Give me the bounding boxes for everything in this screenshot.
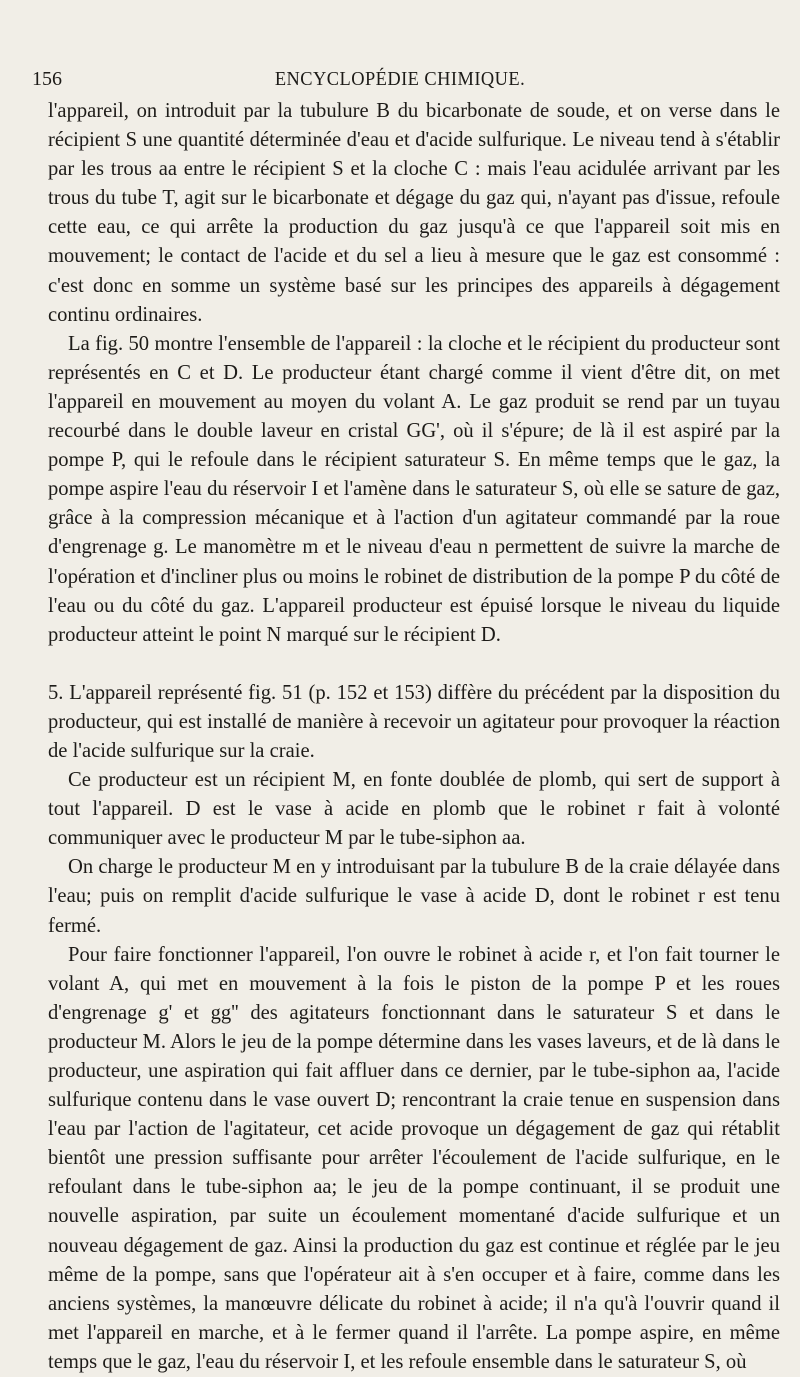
paragraph-fig-50: La fig. 50 montre l'ensemble de l'appareil : la cloche et le récipient du producteur sont représentés en C et D. Le producteur étant chargé comme il vient d'être dit, on met l'appareil en mouvement au moyen du volant A. Le gaz produit se rend par un tuyau recourbé dans le double laveur en cristal GG', où il s'épure; de là il est aspiré par la pompe P, qui le refoule dans le récipient saturateur S. En même temps que le gaz, la pompe aspire l'eau du réservoir I et l'amène dans le saturateur S, où elle se sature de gaz, grâce à la compression mécanique et à l'action d'un agitateur commandé par la roue d'engrenage g. Le manomètre m et le niveau d'eau n permettent de suivre la marche de l'opération et d'incliner plus ou moins le robinet de distribution de la pompe P du côté de l'eau ou du côté du gaz. L'appareil producteur est épuisé lorsque le niveau du liquide producteur atteint le point N marqué sur le récipient D.	[48, 332, 780, 646]
paragraph-continuation: l'appareil, on introduit par la tubulure B du bicarbonate de soude, et on verse dans le récipient S une quantité déterminée d'eau et d'acide sulfurique. Le niveau tend à s'établir par les trous aa entre le récipient S et la cloche C : mais l'eau acidulée arrivant par les trous du tube T, agit sur le bicarbonate et dégage du gaz qui, n'ayant pas d'issue, refoule cette eau, ce qui arrête la production du gaz jusqu'à ce que l'appareil soit mis en mouvement; le contact de l'acide et du sel a lieu à mesure que le gaz est consommé : c'est donc en somme un système basé sur les principes des appareils à dégagement continu ordinaires.	[48, 100, 780, 326]
paragraph-fonctionnement: Pour faire fonctionner l'appareil, l'on ouvre le robinet à acide r, et l'on fait tourner le volant A, qui met en mouvement à la fois le piston de la pompe P et les roues d'engrenage g' et gg'' des agitateurs fonctionnant dans le saturateur S et dans le producteur M. Alors le jeu de la pompe détermine dans les vases laveurs, et de là dans le producteur, une aspiration qui fait affluer dans ce dernier, par le tube-siphon aa, l'acide sulfurique contenu dans le vase ouvert D; rencontrant la craie tenue en suspension dans l'eau par l'action de l'agitateur, cet acide provoque un dégagement de gaz qui rétablit bientôt une pression suffisante pour arrêter l'écoulement de l'acide sulfurique, en le refoulant dans le tube-siphon aa; le jeu de la pompe continuant, il se produit une nouvelle aspiration, par suite un écoulement momentané d'acide sulfurique et un nouveau dégagement de gaz. Ainsi la production du gaz est continue et réglée par le jeu même de la pompe, sans que l'opérateur ait à s'en occuper et à faire, comme dans les anciens systèmes, la manœuvre délicate du robinet à acide; il n'a qu'à l'ouvrir quand il met l'appareil en marche, et à le fermer quand il l'arrête. La pompe aspire, en même temps que le gaz, l'eau du réservoir I, et les refoule ensemble dans le saturateur S, où	[48, 943, 780, 1373]
running-title: ENCYCLOPÉDIE CHIMIQUE.	[274, 68, 526, 90]
paragraph-charge: On charge le producteur M en y introduisant par la tubulure B de la craie délayée dans l'eau; puis on remplit d'acide sulfurique le vase à acide D, dont le robinet r est tenu fermé.	[48, 856, 780, 937]
paragraph-producteur: Ce producteur est un récipient M, en fonte doublée de plomb, qui sert de support à tout l'appareil. D est le vase à acide en plomb que le robinet r fait à volonté communiquer avec le producteur M par le tube-siphon aa.	[48, 769, 780, 850]
page-header	[32, 68, 768, 96]
page-number: 156	[32, 68, 62, 90]
body-text	[48, 97, 780, 1377]
paragraph-section-5: 5. L'appareil représenté fig. 51 (p. 152 et 153) diffère du précédent par la disposition du producteur, qui est installé de manière à recevoir un agitateur pour provoquer la réaction de l'acide sulfurique sur la craie.	[48, 681, 780, 762]
